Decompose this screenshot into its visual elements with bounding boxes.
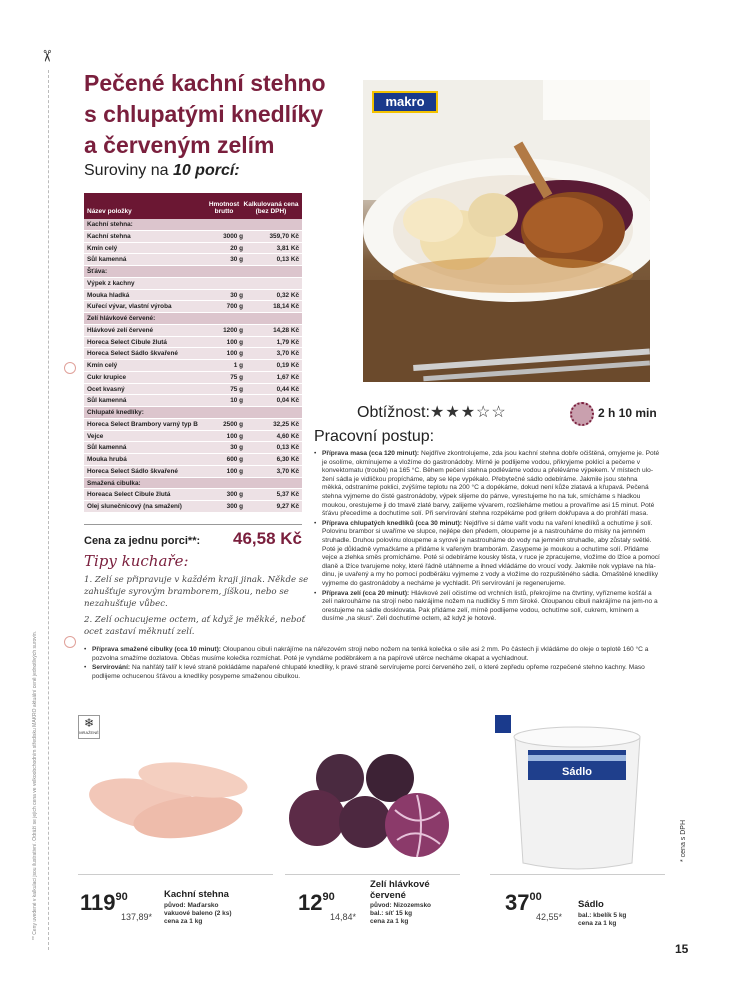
- step-title: Příprava masa (cca 120 minut):: [322, 450, 420, 457]
- cell-price: 0,13 Kč: [276, 444, 299, 452]
- frozen-badge: [78, 715, 100, 739]
- cell-name: Šťáva:: [87, 268, 108, 275]
- cell-name: Kachní stehna: [87, 232, 131, 240]
- table-row: [84, 360, 302, 372]
- cell-name: Kmín celý: [87, 244, 118, 252]
- table-row: [84, 219, 302, 231]
- cell-price: 3,70 Kč: [276, 467, 299, 475]
- desc-line: vakuové baleno (2 ks): [164, 910, 232, 917]
- table-row: [84, 489, 302, 501]
- product-desc-duck: [164, 902, 232, 926]
- cell-price: 1,79 Kč: [276, 338, 299, 346]
- product-desc-lard: [578, 912, 626, 928]
- table-row: [84, 372, 302, 384]
- cell-name: Horeca Select Sádlo škvařené: [87, 467, 178, 475]
- table-row: [84, 313, 302, 325]
- cell-weight: [205, 407, 243, 418]
- price-vat-cabbage: 14,84*: [330, 912, 357, 922]
- cell-weight: 30 g: [230, 444, 243, 452]
- cell-name: Horeaca Select Cibule žlutá: [87, 491, 171, 499]
- cell-name: Sůl kamenná: [87, 397, 127, 405]
- cell-name: Smažená cibulka:: [87, 479, 141, 487]
- cell-name: Horeca Select Cibule žlutá: [87, 338, 167, 346]
- price-cents: 90: [115, 891, 128, 903]
- table-row: [84, 337, 302, 349]
- desc-line: cena za 1 kg: [164, 918, 203, 925]
- cell-weight: 10 g: [230, 397, 243, 405]
- ingredients-subtitle: [84, 162, 240, 180]
- product-name-cabbage: Zelí hlávkové červené: [370, 879, 430, 901]
- cell-weight: 100 g: [226, 432, 243, 440]
- table-row: [84, 254, 302, 266]
- step-text: Nejdříve zkontrolujeme, zda jsou kachní stehna dobře očištěná, omyjeme je. Poté je osolíme, okmínujeme a vložíme do gastronádoby. Mírně je podlijeme vodou, přikryjeme poklicí a pečeme v konvektomatu (troubě) na 165 °C. Během pečení stehna podléváme vodou a přeléváme výpekem. V místech ulo-žení sádla je vidličkou propícháme, aby se lépe vypékalo. Přebytečné sádlo odebíráme. Jakmile jsou stehna měkká, odstraníme poklici, zvýšíme teplotu na 200 °C a dopékáme, dokud není kůže zlatavá a křupavá. Pečená stehna vyjmeme do čisté gastronádoby, výpek slijeme do pánve, vyrestujeme ho na tuk, smícháme s hladkou moukou, orestujeme ji do tmavě zlaté barvy, zalijeme vývarem, rozšleháme metlou a provaříme asi 15 minut. Poté šťávu přecedíme a dochutíme solí. Při servírování stehna rozpékáme pod grilem dokřupava a do prohřátí masa.: [322, 450, 660, 518]
- desc-line: původ: Nizozemsko: [370, 902, 432, 909]
- table-row: [84, 348, 302, 360]
- cell-weight: 700 g: [226, 303, 243, 311]
- procedure-heading: Pracovní postup:: [314, 428, 435, 445]
- cell-price: [243, 219, 299, 230]
- cell-price: 0,44 Kč: [276, 385, 299, 393]
- cell-weight: 75 g: [230, 373, 243, 381]
- table-row: [84, 325, 302, 337]
- table-row: [84, 384, 302, 396]
- table-row: [84, 243, 302, 255]
- price-vat-lard: 42,55*: [536, 912, 563, 922]
- cell-price: [243, 407, 299, 418]
- table-row: [84, 231, 302, 243]
- cell-name: Sůl kamenná: [87, 256, 127, 264]
- subtitle-prefix: Suroviny na: [84, 162, 173, 179]
- table-row: [84, 454, 302, 466]
- desc-line: bal.: kbelík 5 kg: [578, 912, 627, 919]
- cell-price: 4,60 Kč: [276, 432, 299, 440]
- ingredients-table: [84, 193, 302, 513]
- tips-heading: Tipy kuchaře:: [84, 552, 189, 570]
- cell-name: Výpek z kachny: [87, 279, 135, 287]
- table-row: [84, 266, 302, 278]
- desc-line: cena za 1 kg: [578, 920, 617, 927]
- cell-weight: 100 g: [226, 467, 243, 475]
- title-line-3: a červeným zelím: [84, 132, 275, 158]
- cell-name: Ocet kvasný: [87, 385, 125, 393]
- cell-weight: [205, 478, 243, 489]
- cell-weight: 1 g: [233, 362, 243, 369]
- cell-weight: 300 g: [226, 503, 243, 510]
- product-name-lard: Sádlo: [578, 899, 604, 910]
- cell-weight: 75 g: [230, 385, 243, 393]
- cell-price: 0,32 Kč: [276, 291, 299, 299]
- cell-price: [243, 478, 299, 489]
- desc-line: bal.: síť 15 kg: [370, 910, 413, 917]
- portion-price-value: 46,58 Kč: [233, 529, 302, 548]
- price-cents: 90: [322, 891, 335, 903]
- clock-icon: [570, 402, 594, 426]
- cell-weight: [205, 313, 243, 324]
- table-row: [84, 290, 302, 302]
- cell-name: Horeca Select Brambory varný typ B: [87, 420, 198, 428]
- punch-hole-mark: [64, 636, 76, 648]
- recipe-title: [84, 68, 344, 161]
- step-title: Servírování:: [92, 664, 131, 672]
- cell-name: Kmín celý: [87, 362, 118, 369]
- header-price: Kalkulovaná cena (bez DPH): [243, 201, 299, 215]
- step-text: Nejdříve si dáme vařit vodu na vaření knedlíků a ochutíme ji solí. Polovinu brambor si uvaříme ve slupce, nejlépe den předem, oloupeme je a nastrouháme do misky na jemném struhadle. Druhou polovinu oloupeme a syrové je nastrouháme do vody na jemném struhadle, aby zůstaly světlé. Poté je důkladně vymačkáme a přidáme k vařeným bramborám. Zasypeme je moukou a ochutíme solí. Přidáme vejce a zlehka směs promícháme. Poté si odebíráme kousky těsta, v ruce je zpracujeme, vložíme do lžíce a pomocí dlaně a lžíce tvarujeme noky, které řádně utáhneme a ihned vkládáme do vroucí vody. Jakmile nok vyplave na hla-dinu, je uvařený a my ho pomocí podběráku vyjmeme z vody a vložíme do rozpuštěného sádla. Omaštěné knedlíky vyjmeme do gastronádoby a necháme je vychladit. Při servírování je regenerujeme.: [322, 519, 660, 587]
- cell-price: [243, 278, 299, 289]
- step-text: Na nahřátý talíř k levé straně pokládáme napařené chlupaté knedlíky, k pravé straně servírujeme porci červeného zelí, o které zepředu opřeme rozpečené stehno kachny. Maso podlijeme ochucenou šťávou a knedlíky posypeme smaženou cibulkou.: [92, 664, 645, 680]
- cell-price: 0,13 Kč: [276, 256, 299, 264]
- cut-line: [48, 70, 49, 950]
- snowflake-icon: ❄: [83, 716, 95, 730]
- product-desc-cabbage: [370, 902, 431, 926]
- cell-name: Sůl kamenná: [87, 444, 127, 452]
- title-line-2: s chlupatými knedlíky: [84, 101, 324, 127]
- cell-price: 0,19 Kč: [276, 362, 299, 369]
- cell-price: [243, 313, 299, 324]
- step-title: Příprava chlupatých knedlíků (cca 30 minut):: [322, 519, 462, 527]
- cell-price: 18,14 Kč: [273, 303, 299, 311]
- cell-price: 5,37 Kč: [276, 491, 299, 499]
- page-number: 15: [675, 942, 689, 956]
- product-name-duck: Kachní stehna: [164, 889, 229, 900]
- procedure-steps: [314, 450, 660, 625]
- cell-price: 0,04 Kč: [276, 397, 299, 405]
- frozen-label: MRAŽENÉ: [79, 730, 99, 735]
- cell-weight: 600 g: [226, 456, 243, 463]
- cell-name: Mouka hladká: [87, 291, 130, 299]
- cell-weight: [205, 219, 243, 230]
- cell-weight: 20 g: [230, 244, 243, 252]
- cell-weight: [205, 278, 243, 289]
- step-onion: [84, 646, 664, 663]
- difficulty-stars: ★★★☆☆: [430, 404, 507, 421]
- cell-price: 3,70 Kč: [276, 350, 299, 358]
- cell-weight: 30 g: [230, 256, 243, 264]
- cell-name: Hlávkové zelí červené: [87, 326, 154, 334]
- cell-weight: 2500 g: [223, 420, 243, 428]
- vat-note: * cena s DPH: [680, 819, 687, 862]
- cell-name: Zelí hlávkové červené:: [87, 315, 156, 322]
- cell-price: 9,27 Kč: [276, 503, 299, 510]
- cell-weight: [205, 266, 243, 277]
- step-text: Hlávkové zelí očistíme od vrchních listů, překrojíme na čtvrtiny, vyřízneme košťál a zelí nakrouháme na strojí nebo nakrájíme nožem na nudličky 5 mm široké. Oloupanou cibuli nakrájíme na jem-no a orestujeme na sádle dosklovata. Pak přidáme zelí, mírně podlijeme vodou, ochutíme solí, cukrem, kmínem a dusíme „na skus“. Zelí dochutíme octem, až když je hotové.: [322, 589, 658, 623]
- table-row: [84, 442, 302, 454]
- price-cents: 00: [529, 891, 542, 903]
- table-row: [84, 407, 302, 419]
- cell-price: 14,28 Kč: [273, 326, 299, 334]
- step-text: Oloupanou cibuli nakrájíme na nářezovém stroji nebo nožem na tenká kolečka o síle asi 2 mm. Po částech ji vkládáme do oleje o teplotě 160 °C a pozvolna smažíme dozlatova. Občas musíme kolečka rozmíchat. Poté je vyndáme poděbrákem a na papírové utěrce necháme okapat a vychladnout.: [92, 646, 649, 662]
- header-weight: Hmotnost brutto: [208, 201, 240, 215]
- cell-name: Mouka hrubá: [87, 456, 127, 463]
- scissors-icon: ✂: [37, 49, 55, 63]
- cell-price: 3,81 Kč: [276, 244, 299, 252]
- desc-line: cena za 1 kg: [370, 918, 409, 925]
- desc-line: původ: Maďarsko: [164, 902, 219, 909]
- cell-name: Cukr krupice: [87, 373, 127, 381]
- step-serving: [84, 664, 664, 681]
- product-image-cabbage: [285, 740, 460, 875]
- portion-price: [84, 524, 302, 549]
- table-row: [84, 419, 302, 431]
- cell-price: 359,70 Kč: [269, 232, 299, 240]
- price-vat-duck: 137,89*: [121, 912, 153, 922]
- cell-weight: 3000 g: [223, 232, 243, 240]
- procedure-steps-wide: [84, 646, 664, 682]
- step-title: Příprava smažené cibulky (cca 10 minut):: [92, 646, 221, 653]
- step-meat: [314, 450, 660, 519]
- cell-price: 32,25 Kč: [273, 420, 299, 428]
- table-row: [84, 278, 302, 290]
- cell-weight: 100 g: [226, 338, 243, 346]
- difficulty-label: Obtížnost:: [357, 404, 430, 421]
- header-name: Název položky: [87, 208, 132, 215]
- subtitle-portions: 10 porcí:: [172, 162, 240, 179]
- cell-weight: 1200 g: [223, 326, 243, 334]
- cell-name: Kachní stehna:: [87, 221, 133, 228]
- bucket-label: Sádlo: [562, 766, 592, 778]
- table-row: [84, 478, 302, 490]
- product-image-duck: [78, 745, 273, 875]
- step-title: Příprava zelí (cca 20 minut):: [322, 589, 410, 597]
- table-row: [84, 501, 302, 513]
- cell-name: Olej slunečnicový (na smažení): [87, 503, 182, 510]
- portion-price-label: Cena za jednu porci**:: [84, 535, 201, 547]
- cell-price: 6,30 Kč: [276, 456, 299, 463]
- table-row: [84, 466, 302, 478]
- cell-weight: 300 g: [226, 491, 243, 499]
- table-body: [84, 219, 302, 513]
- step-cabbage: [314, 590, 660, 624]
- table-header: [84, 193, 302, 219]
- price-main: 37: [505, 890, 530, 915]
- dish-photo: [363, 80, 650, 382]
- product-image-lard-bucket: [490, 715, 665, 875]
- table-row: [84, 301, 302, 313]
- side-note: ** Ceny uvedené v kalkulaci jsou ilustrativní. Odráží se jejich cena ve velkoobchodním středisku MAKRO aktuální ceně jednotlivých surovin.: [32, 630, 38, 940]
- cell-name: Chlupaté knedlíky:: [87, 409, 144, 416]
- title-line-1: Pečené kachní stehno: [84, 70, 326, 96]
- tip-2: 2. Zelí ochucujeme octem, ať když je měkké, neboť ocet zastaví měknutí zelí.: [84, 615, 306, 637]
- cell-name: Kuřecí vývar, vlastní výroba: [87, 303, 172, 311]
- cell-name: Vejce: [87, 432, 104, 440]
- table-row: [84, 395, 302, 407]
- table-row: [84, 431, 302, 443]
- cell-name: Horeca Select Sádlo škvařené: [87, 350, 178, 358]
- price-main: 119: [80, 890, 116, 915]
- price-main: 12: [298, 890, 323, 915]
- cell-weight: 100 g: [226, 350, 243, 358]
- cell-weight: 30 g: [230, 291, 243, 299]
- cooking-time: 2 h 10 min: [598, 406, 657, 420]
- punch-hole-mark: [64, 362, 76, 374]
- cell-price: 1,67 Kč: [276, 373, 299, 381]
- step-dumplings: [314, 520, 660, 589]
- makro-logo: makro: [372, 91, 438, 113]
- tip-1: 1. Zelí se připravuje v každém kraji jinak. Někde se zahušťuje syrovým bramborem, jíškou, nebo se nezahušťuje vůbec.: [84, 575, 309, 609]
- cell-price: [243, 266, 299, 277]
